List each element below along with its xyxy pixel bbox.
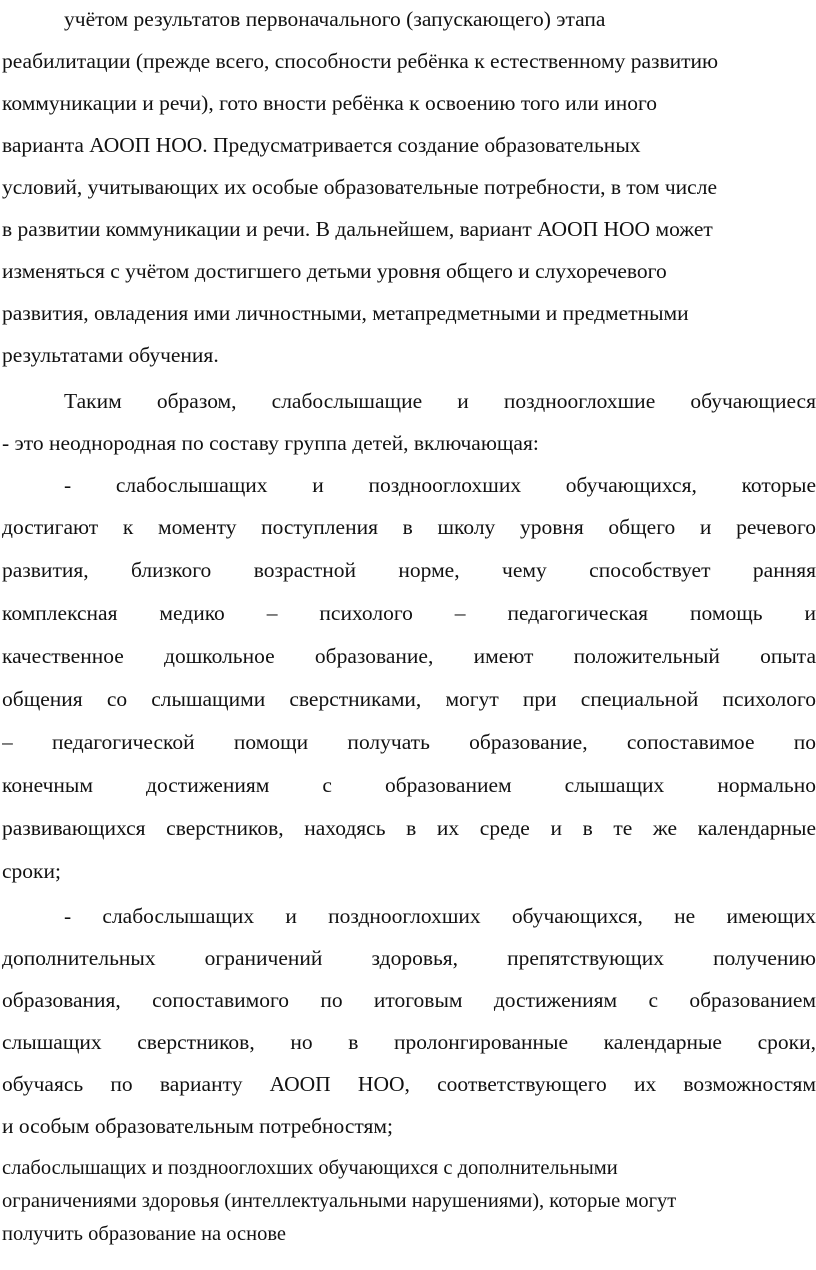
text-line: конечным достижениям с образованием слышащих нормально [2, 773, 816, 797]
text-line: общения со слышащими сверстниками, могут при специальной психолого [2, 687, 816, 711]
text-line: ограничениями здоровья (интеллектуальными нарушениями), которые могут [2, 1190, 677, 1212]
text-line: обучаясь по варианту АООП НОО, соответствующего их возможностям [2, 1072, 816, 1096]
text-line: получить образование на основе [2, 1223, 287, 1245]
text-line: – педагогической помощи получать образование, сопоставимое по [2, 730, 816, 754]
text-line: Таким образом, слабослышащие и позднооглохшие обучающиеся [64, 389, 816, 413]
text-line: сроки; [2, 859, 61, 883]
text-line: - слабослышащих и позднооглохших обучающихся, которые [64, 473, 816, 497]
text-line: образования, сопоставимого по итоговым достижениям с образованием [2, 988, 816, 1012]
text-line: развития, овладения ими личностными, метапредметными и предметными [2, 301, 689, 325]
text-line: развивающихся сверстников, находясь в их среде и в те же календарные [2, 816, 816, 840]
text-line: учётом результатов первоначального (запускающего) этапа [64, 7, 606, 31]
text-line: и особым образовательным потребностям; [2, 1114, 393, 1138]
text-line: условий, учитывающих их особые образовательные потребности, в том числе [2, 175, 718, 199]
text-line: комплексная медико – психолого – педагогическая помощь и [2, 601, 816, 625]
text-line: результатами обучения. [2, 343, 219, 367]
text-line: слабослышащих и позднооглохших обучающихся с дополнительными [2, 1157, 618, 1179]
text-line: варианта АООП НОО. Предусматривается создание образовательных [2, 133, 641, 157]
text-line: в развитии коммуникации и речи. В дальнейшем, вариант АООП НОО может [2, 217, 713, 241]
text-line: дополнительных ограничений здоровья, препятствующих получению [2, 946, 816, 970]
text-line: развития, близкого возрастной норме, чему способствует ранняя [2, 558, 816, 582]
text-line: достигают к моменту поступления в школу уровня общего и речевого [2, 515, 816, 539]
text-line: реабилитации (прежде всего, способности ребёнка к естественному развитию [2, 49, 719, 73]
text-line: - слабослышащих и позднооглохших обучающихся, не имеющих [64, 904, 816, 928]
text-line: изменяться с учётом достигшего детьми уровня общего и слухоречевого [2, 259, 667, 283]
text-line: качественное дошкольное образование, имеют положительный опыта [2, 644, 816, 668]
text-line: слышащих сверстников, но в пролонгированные календарные сроки, [2, 1030, 816, 1054]
text-line: - это неоднородная по составу группа детей, включающая: [2, 431, 539, 455]
text-line: коммуникации и речи), гото вности ребёнка к освоению того или иного [2, 91, 657, 115]
